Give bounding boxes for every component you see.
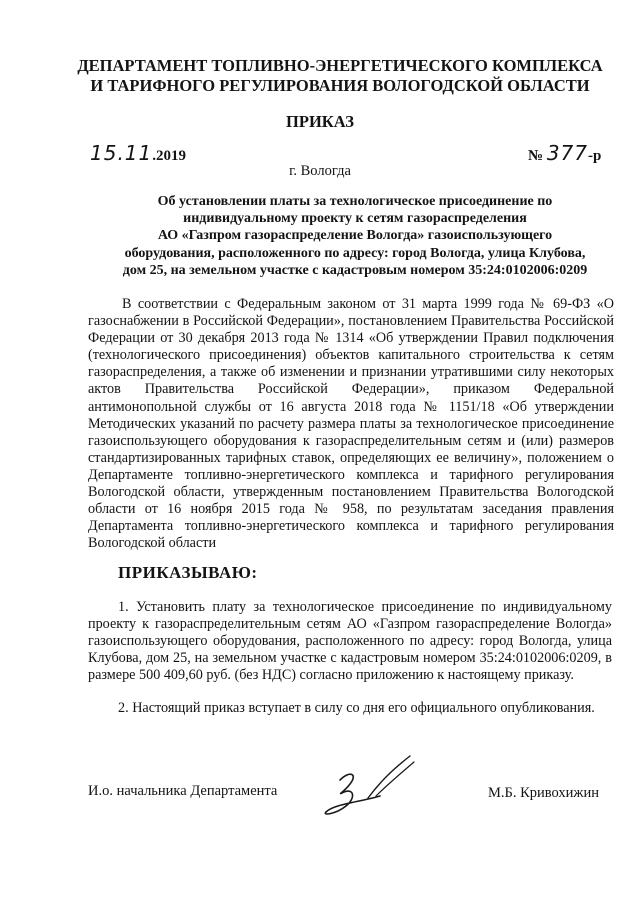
handwritten-signature [310, 752, 430, 827]
department-header [60, 56, 620, 96]
number-suffix: -р [588, 148, 602, 164]
number-prefix: № [528, 148, 544, 164]
date-year: .2019 [152, 148, 187, 164]
command-heading: ПРИКАЗЫВАЮ: [118, 563, 258, 582]
subject-line: индивидуальному проекту к сетям газораспределения [183, 211, 527, 227]
order-number [528, 141, 601, 165]
department-line-2: И ТАРИФНОГО РЕГУЛИРОВАНИЯ ВОЛОГОДСКОЙ ОБЛАСТИ [90, 76, 590, 95]
preamble-paragraph: В соответствии с Федеральным законом от 31 марта 1999 года № 69-ФЗ «О газоснабжении в Российской Федерации», постановлением Правительства Российской Федерации от 30 декабря 2013 года № 1314 «Об утверждении Правил подключения (технологического присоединения) объектов капитального строительства к сетям газораспределения, а также об изменении и признании утратившими силу некоторых актов Правительства Российской Федерации», приказом Федеральной антимонопольной службы от 16 августа 2018 года № 1151/18 «Об утверждении Методических указаний по расчету размера платы за технологическое присоединение газоиспользующего оборудования к газораспределительным сетям и (или) размеров стандартизированных тарифных ставок, определяющих ее величину», положением о Департаменте топливно-энергетического комплекса и тарифного регулирования Вологодской области, утвержденным постановлением Правительства Вологодской области от 16 ноября 2015 года № 958, по результатам заседания правления Департамента топливно-энергетического комплекса и тарифного регулирования Вологодской области [88, 296, 614, 552]
city: г. Вологда [289, 163, 351, 179]
subject-line: АО «Газпром газораспределение Вологда» газоиспользующего [157, 228, 553, 244]
handwritten-date: 15.11 [90, 141, 153, 165]
order-date [90, 141, 186, 165]
document-type: ПРИКАЗ [286, 112, 354, 131]
signatory-name: М.Б. Кривохижин [488, 785, 599, 801]
department-line-1: ДЕПАРТАМЕНТ ТОПЛИВНО-ЭНЕРГЕТИЧЕСКОГО КОМПЛЕКСА [77, 56, 603, 75]
handwritten-number: 377 [546, 141, 589, 165]
subject-line: оборудования, расположенного по адресу: город Вологда, улица Клубова, [124, 245, 586, 261]
subject-line: Об установлении платы за технологическое присоединение по [157, 194, 553, 209]
order-item-1: 1. Установить плату за технологическое присоединение по индивидуальному проекту к газораспределительным сетям АО «Газпром газораспределение Вологда» газоиспользующего оборудования, расположенного по адресу: город Вологда, улица Клубова, дом 25, на земельном участке с кадастровым номером 35:24:0102006:0209, в размере 500 409,60 руб. (без НДС) согласно приложению к настоящему приказу. [88, 599, 612, 684]
subject-line: дом 25, на земельном участке с кадастровым номером 35:24:0102006:0209 [122, 262, 588, 278]
order-subject [120, 193, 590, 279]
order-item-2: 2. Настоящий приказ вступает в силу со дня его официального опубликования. [118, 700, 595, 716]
signatory-title: И.о. начальника Департамента [88, 783, 278, 799]
